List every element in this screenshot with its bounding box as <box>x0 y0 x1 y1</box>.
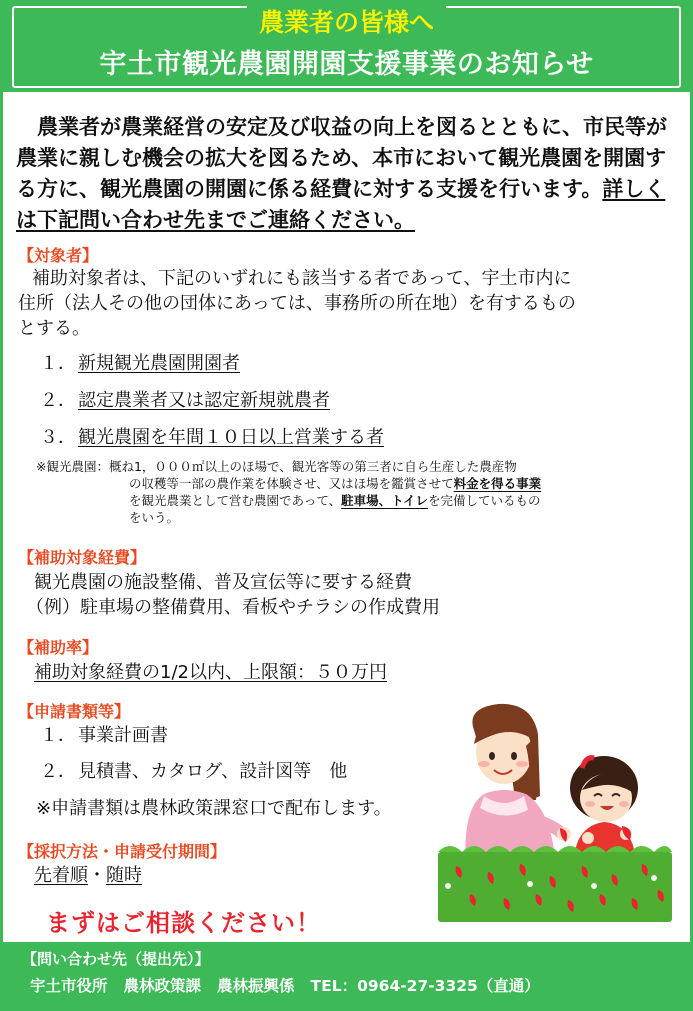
target-line-2: 住所（法人その他の団体にあっては、事務所の所在地）を有するもの <box>18 293 576 314</box>
tourist-farm-definition-note: ※観光農園：概ね1，０００㎡以上のほ場で、観光客等の第三者に自ら生産した農産物 の収穫等一部の農作業を体験させ、又はほ場を鑑賞させて料金を得る事業 を観光農業として営む農園であって、駐車場、トイレを完備しているもの をいう。 <box>36 459 542 525</box>
expenses-line-1: 観光農園の施設整備、普及宣伝等に要する経費 <box>34 572 412 593</box>
section-heading-target: 【対象者】 <box>18 246 99 265</box>
contact-section: 農林振興係 <box>217 977 295 995</box>
strawberry-picking-illustration <box>436 700 674 922</box>
contact-footer <box>0 942 693 1011</box>
selection-methods: 先着順・随時 <box>34 865 142 886</box>
contact-details <box>30 974 556 996</box>
intro-text: 農業者が農業経営の安定及び収益の向上を図るとともに、市民等が農業に親しむ機会の拡大を図るため、本市において観光農園を開園する方に、観光農園の開園に係る経費に対する支援を行います。 <box>16 115 667 201</box>
contact-tel: TEL：0964-27-3325（直通） <box>310 977 540 995</box>
target-line-3: とする。 <box>18 318 90 339</box>
header-banner <box>0 0 693 92</box>
document-item-1: １． 事業計画書 <box>40 725 168 746</box>
contact-org: 宇土市役所 <box>30 977 108 995</box>
document-item-2: ２． 見積書、カタログ、設計図等 他 <box>40 761 348 782</box>
section-heading-expenses: 【補助対象経費】 <box>18 548 147 567</box>
target-item-3: ３． 観光農園を年間１０日以上営業する者 <box>40 427 384 448</box>
contact-dept: 農林政策課 <box>123 977 202 995</box>
section-heading-documents: 【申請書類等】 <box>18 702 131 721</box>
documents-note: ※申請書類は農林政策課窓口で配布します。 <box>36 798 392 819</box>
header-subtitle: 農業者の皆様へ <box>247 6 446 40</box>
header-frame <box>12 6 681 88</box>
target-line-1: 補助対象者は、下記のいずれにも該当する者であって、宇土市内に <box>32 268 572 289</box>
page-title: 宇土市観光農園開園支援事業のお知らせ <box>99 49 594 80</box>
section-heading-rate: 【補助率】 <box>18 638 99 657</box>
target-item-2: ２． 認定農業者又は認定新規就農者 <box>40 390 330 411</box>
section-heading-selection: 【採択方法・申請受付期間】 <box>18 842 227 861</box>
target-item-1: １． 新規観光農園開園者 <box>40 353 240 374</box>
consultation-cta: まずはご相談ください！ <box>46 909 321 937</box>
rate-line: 補助対象経費の1/2以内、上限額：５０万円 <box>34 662 387 683</box>
intro-emphasis: 詳しくは下記問い合わせ先までご連絡ください。 <box>16 177 666 232</box>
intro-paragraph <box>16 112 680 236</box>
expenses-line-2: （例）駐車場の整備費用、看板やチラシの作成費用 <box>26 597 440 618</box>
contact-label: 【問い合わせ先（提出先）】 <box>22 950 210 968</box>
